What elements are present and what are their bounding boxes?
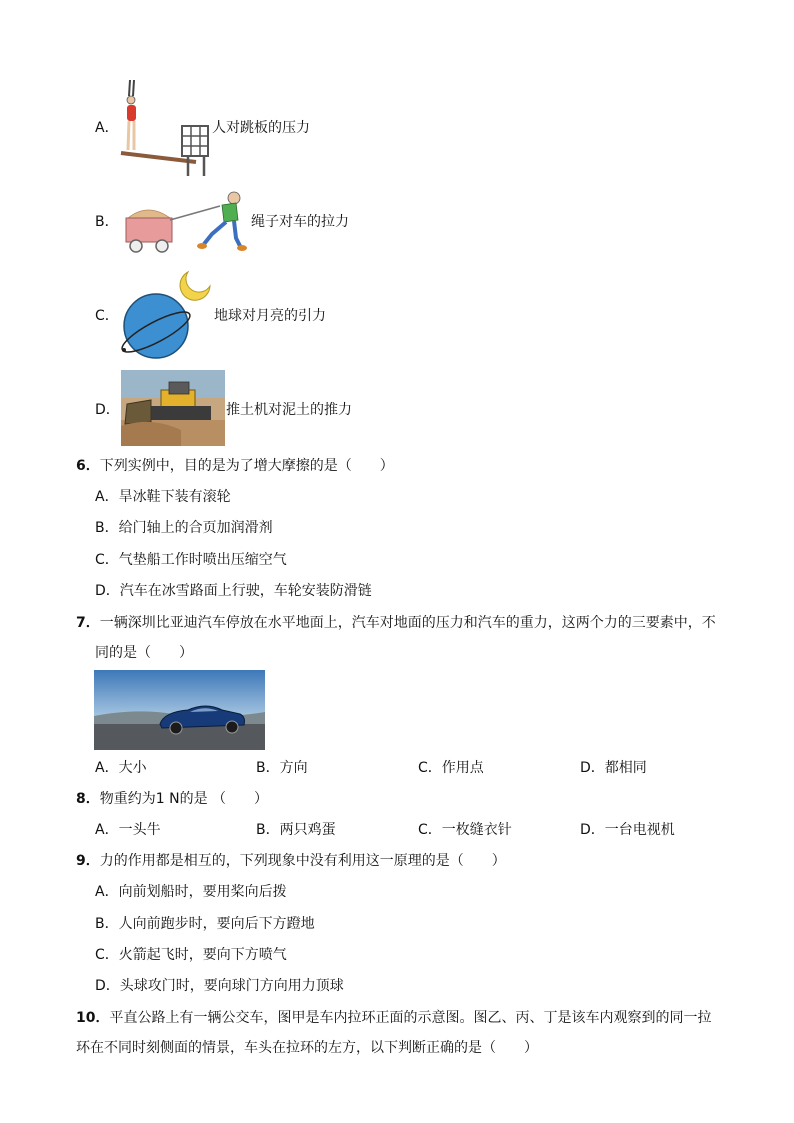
q9-option-a: A．向前划船时，要用桨向后拨: [95, 884, 287, 900]
option-label: A．: [95, 120, 119, 136]
q8-option-d: D．一台电视机: [580, 822, 675, 838]
earth-and-moon-illustration: [118, 266, 218, 362]
question-8: [76, 789, 268, 809]
q5-option-a-text: 人对跳板的压力: [212, 120, 310, 136]
option-label: D．: [95, 402, 120, 418]
question-9: [76, 851, 506, 871]
q9-option-d: D．头球攻门时，要向球门方向用力顶球: [95, 978, 344, 994]
option-label: C．: [95, 308, 119, 324]
diving-board-illustration: [118, 78, 213, 178]
boy-pulling-cart-illustration: [122, 188, 252, 254]
q6-option-a: A．旱冰鞋下装有滚轮: [95, 489, 231, 505]
q8-option-b: B．两只鸡蛋: [256, 822, 336, 838]
q8-option-c: C．一枚缝衣针: [418, 822, 512, 838]
question-number: 9．: [76, 853, 100, 869]
question-7: [76, 613, 716, 633]
q5-option-c: [95, 306, 119, 326]
question-10: [76, 1008, 711, 1028]
question-6: [76, 456, 394, 476]
q7-option-c: C．作用点: [418, 760, 484, 776]
question-stem-line1: 一辆深圳比亚迪汽车停放在水平地面上，汽车对地面的压力和汽车的重力，这两个力的三要素中，不: [99, 615, 716, 631]
q6-option-b: B．给门轴上的合页加润滑剂: [95, 520, 273, 536]
question-stem: 物重约为1 N的是 （ ）: [99, 791, 269, 807]
option-label: B．: [95, 214, 119, 230]
q9-option-b: B．人向前跑步时，要向后下方蹬地: [95, 916, 315, 932]
question-number: 10．: [76, 1010, 110, 1026]
q6-option-d: D．汽车在冰雪路面上行驶，车轮安装防滑链: [95, 583, 372, 599]
q8-option-a: A．一头牛: [95, 822, 161, 838]
question-stem: 下列实例中，目的是为了增大摩擦的是（ ）: [99, 458, 394, 474]
q7-option-d: D．都相同: [580, 760, 647, 776]
q5-option-c-text: 地球对月亮的引力: [214, 308, 326, 324]
q5-option-b-text: 绳子对车的拉力: [251, 214, 349, 230]
blue-car-photo: [94, 670, 265, 750]
question-number: 6．: [76, 458, 100, 474]
question-stem-line1: 平直公路上有一辆公交车，图甲是车内拉环正面的示意图。图乙、丙、丁是该车内观察到的同一拉: [109, 1010, 712, 1026]
bulldozer-photo: [121, 370, 225, 446]
q5-option-d: [95, 400, 120, 420]
question-stem: 力的作用都是相互的，下列现象中没有利用这一原理的是（ ）: [99, 853, 506, 869]
q5-option-a: [95, 118, 119, 138]
question-number: 8．: [76, 791, 100, 807]
q7-option-a: A．大小: [95, 760, 147, 776]
question-number: 7．: [76, 615, 100, 631]
q6-option-c: C．气垫船工作时喷出压缩空气: [95, 552, 287, 568]
question-stem-line2: 同的是（ ）: [95, 645, 193, 661]
question-stem-line2: 环在不同时刻侧面的情景，车头在拉环的左方，以下判断正确的是（ ）: [76, 1040, 538, 1056]
q5-option-d-text: 推土机对泥土的推力: [226, 402, 352, 418]
q7-option-b: B．方向: [256, 760, 308, 776]
q5-option-b: [95, 212, 119, 232]
q9-option-c: C．火箭起飞时，要向下方喷气: [95, 947, 287, 963]
